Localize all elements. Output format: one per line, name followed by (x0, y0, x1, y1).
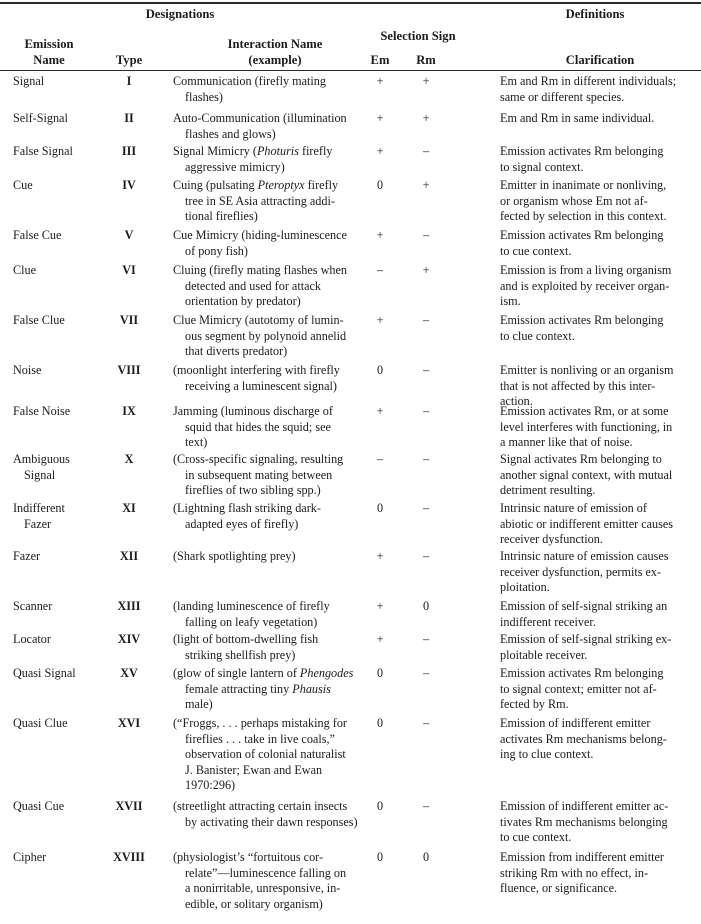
rm-sign-cell: – (422, 666, 430, 680)
cell-line: another signal context, with mutual (500, 467, 673, 482)
cell-line: fireflies . . . take in live coals,” (185, 731, 335, 746)
cell-line: J. Banister; Ewan and Ewan (185, 762, 323, 777)
type-cell: XVIII (113, 850, 145, 864)
em-sign-cell: + (376, 144, 384, 158)
cell-line: (streetlight attracting certain insects (173, 799, 348, 813)
cell-line: Cipher (13, 850, 47, 864)
cell-line: Jamming (luminous discharge of (173, 404, 333, 418)
cell-line: a manner like that of noise. (500, 435, 633, 450)
emission-name-cell (13, 111, 113, 127)
clarification-cell (500, 501, 700, 548)
em-sign-cell: 0 (376, 178, 384, 192)
cell-line: ploitation. (500, 580, 550, 595)
rm-sign-cell: 0 (422, 850, 430, 864)
cell-line: Ambiguous (13, 452, 70, 466)
em-sign-cell: + (376, 549, 384, 563)
cell-line: Emission activates Rm belonging (500, 144, 664, 158)
header-selection-sign: Selection Sign (380, 29, 456, 43)
cell-line: False Noise (13, 404, 71, 418)
cell-line: tree in SE Asia attracting addi- (185, 193, 335, 208)
cell-line: or organism whose Em not af- (500, 193, 648, 208)
clarification-cell (500, 263, 700, 310)
rm-sign-cell: – (422, 716, 430, 730)
emission-name-cell (13, 363, 113, 379)
interaction-cell (173, 549, 363, 565)
emission-name-cell (13, 178, 113, 194)
interaction-cell (173, 363, 363, 394)
cell-line: (glow of single lantern of Phengodes (173, 666, 354, 680)
cell-line: (Lightning flash striking dark- (173, 501, 321, 515)
em-sign-cell: + (376, 599, 384, 613)
cell-line: ism. (500, 294, 521, 309)
interaction-cell (173, 263, 363, 310)
cell-line: Emission is from a living organism (500, 263, 672, 277)
rm-sign-cell: – (422, 452, 430, 466)
cell-line: receiver dysfunction. (500, 532, 603, 547)
header-interaction-line2: (example) (248, 53, 302, 67)
cell-line: that diverts predator) (185, 344, 288, 359)
type-cell: XVII (115, 799, 143, 813)
cell-line: False Clue (13, 313, 65, 327)
italic-taxon: Phengodes (299, 666, 354, 680)
header-interaction-line1: Interaction Name (227, 37, 323, 51)
cell-line: Signal Mimicry (Photuris firefly (173, 144, 333, 158)
cell-line: (landing luminescence of firefly (173, 599, 330, 613)
emission-name-cell (13, 799, 113, 815)
cell-line: (“Froggs, . . . perhaps mistaking for (173, 716, 347, 730)
cell-line: flashes) (185, 89, 223, 104)
clarification-cell (500, 716, 700, 763)
italic-taxon: Phausis (292, 681, 331, 696)
em-sign-cell: + (376, 228, 384, 242)
cell-line: to clue context. (500, 328, 575, 343)
type-cell: I (126, 74, 132, 88)
interaction-cell (173, 228, 363, 259)
rm-sign-cell: + (422, 178, 430, 192)
type-cell: XVI (117, 716, 141, 730)
clarification-cell (500, 144, 700, 175)
cell-line: Cluing (firefly mating flashes when (173, 263, 347, 277)
cell-line: fireflies of two sibling spp.) (185, 483, 321, 498)
cell-line: adapted eyes of firefly) (185, 516, 299, 531)
clarification-cell (500, 599, 700, 630)
cell-line: abiotic or indifferent emitter causes (500, 516, 674, 531)
header-designations: Designations (145, 7, 215, 21)
cell-line: level interferes with functioning, in (500, 419, 673, 434)
cell-line: action. (500, 394, 533, 409)
header-emission-name-line2: Name (33, 53, 65, 67)
rm-sign-cell: + (422, 263, 430, 277)
rm-sign-cell: – (422, 632, 430, 646)
cell-line: a nonirritable, unresponsive, in- (185, 881, 341, 896)
cell-line: tivates Rm mechanisms belonging (500, 814, 668, 829)
em-sign-cell: 0 (376, 799, 384, 813)
cell-line: Signal (24, 467, 56, 482)
em-sign-cell: 0 (376, 666, 384, 680)
type-cell: VI (122, 263, 136, 277)
cell-line: to signal context; emitter not af- (500, 681, 657, 696)
rm-sign-cell: – (422, 228, 430, 242)
cell-line: Emission from indifferent emitter (500, 850, 664, 864)
cell-line: Emission activates Rm, or at some (500, 404, 669, 418)
header-definitions: Definitions (565, 7, 625, 21)
em-sign-cell: + (376, 74, 384, 88)
interaction-cell (173, 799, 363, 830)
cell-line: 1970:296) (185, 778, 236, 793)
type-cell: IX (122, 404, 136, 418)
cell-line: same or different species. (500, 89, 625, 104)
cell-line: Signal (13, 74, 45, 88)
rm-sign-cell: – (422, 404, 430, 418)
clarification-cell (500, 666, 700, 713)
interaction-cell (173, 404, 363, 451)
clarification-cell (500, 850, 700, 897)
cell-line: male) (185, 697, 213, 712)
cell-line: (physiologist’s “fortuitous cor- (173, 850, 324, 864)
cell-line: to cue context. (500, 830, 572, 845)
emission-name-cell (13, 263, 113, 279)
clarification-cell (500, 632, 700, 663)
cell-line: observation of colonial naturalist (185, 747, 346, 762)
interaction-cell (173, 850, 363, 912)
type-cell: VII (119, 313, 139, 327)
cell-line: falling on leafy vegetation) (185, 614, 318, 629)
cell-line: (light of bottom-dwelling fish (173, 632, 319, 646)
clarification-cell (500, 74, 700, 105)
cell-line: tional fireflies) (185, 209, 258, 224)
cell-line: Clue Mimicry (autotomy of lumin- (173, 313, 344, 327)
header-bottom-rule (0, 70, 701, 71)
clarification-cell (500, 799, 700, 846)
cell-line: Emitter in inanimate or nonliving, (500, 178, 667, 192)
clarification-cell (500, 404, 700, 451)
rm-sign-cell: – (422, 363, 430, 377)
cell-line: female attracting tiny Phausis (185, 681, 331, 696)
cell-line: Emission activates Rm belonging (500, 313, 664, 327)
header-clarification: Clarification (565, 53, 635, 67)
cell-line: Cue Mimicry (hiding-luminescence (173, 228, 347, 242)
cell-line: squid that hides the squid; see (185, 419, 331, 434)
em-sign-cell: + (376, 404, 384, 418)
cell-line: (moonlight interfering with firefly (173, 363, 340, 377)
rm-sign-cell: + (422, 74, 430, 88)
type-cell: IV (122, 178, 136, 192)
cell-line: striking Rm with no effect, in- (500, 865, 649, 880)
cell-line: Cue (13, 178, 33, 192)
clarification-cell (500, 549, 700, 596)
emission-name-cell (13, 666, 113, 682)
em-sign-cell: 0 (376, 363, 384, 377)
type-cell: XI (122, 501, 136, 515)
emission-name-cell (13, 144, 113, 160)
cell-line: Fazer (13, 549, 41, 563)
rm-sign-cell: 0 (422, 599, 430, 613)
interaction-cell (173, 716, 363, 794)
clarification-cell (500, 178, 700, 225)
header-type: Type (115, 53, 143, 67)
type-cell: XIII (117, 599, 141, 613)
cell-line: Emission activates Rm belonging (500, 228, 664, 242)
cell-line: and is exploited by receiver organ- (500, 278, 670, 293)
cell-line: Scanner (13, 599, 53, 613)
cell-line: Quasi Signal (13, 666, 76, 680)
rm-sign-cell: + (422, 111, 430, 125)
emission-name-cell (13, 452, 113, 483)
clarification-cell (500, 452, 700, 499)
header-emission-name (4, 36, 94, 68)
cell-line: text) (185, 435, 208, 450)
em-sign-cell: 0 (376, 850, 384, 864)
type-cell: X (124, 452, 134, 466)
cell-line: Quasi Clue (13, 716, 68, 730)
type-cell: XIV (117, 632, 141, 646)
interaction-cell (173, 666, 363, 713)
em-sign-cell: 0 (376, 716, 384, 730)
cell-line: Intrinsic nature of emission of (500, 501, 647, 515)
emission-name-cell (13, 313, 113, 329)
italic-taxon: Pteroptyx (257, 178, 305, 192)
cell-line: (Shark spotlighting prey) (173, 549, 296, 563)
rm-sign-cell: – (422, 144, 430, 158)
cell-line: aggressive mimicry) (185, 159, 285, 174)
cell-line: Emission of self-signal striking an (500, 599, 668, 613)
interaction-cell (173, 599, 363, 630)
table-top-rule (0, 2, 701, 4)
emission-name-cell (13, 501, 113, 532)
interaction-cell (173, 452, 363, 499)
cell-line: detriment resulting. (500, 483, 596, 498)
cell-line: Clue (13, 263, 37, 277)
cell-line: Quasi Cue (13, 799, 65, 813)
interaction-cell (173, 178, 363, 225)
emission-name-cell (13, 74, 113, 90)
header-interaction-name (195, 36, 355, 68)
cell-line: in subsequent mating between (185, 467, 333, 482)
cell-line: Fazer (24, 516, 52, 531)
header-emission-name-line1: Emission (24, 37, 74, 51)
cell-line: fected by Rm. (500, 697, 569, 712)
cell-line: Signal activates Rm belonging to (500, 452, 662, 466)
cell-line: flashes and glows) (185, 126, 276, 141)
type-cell: VIII (117, 363, 141, 377)
clarification-cell (500, 313, 700, 344)
cell-line: of pony fish) (185, 243, 248, 258)
cell-line: Emission activates Rm belonging (500, 666, 664, 680)
cell-line: Self-Signal (13, 111, 68, 125)
cell-line: Emission of self-signal striking ex- (500, 632, 672, 646)
cell-line: by activating their dawn responses) (185, 814, 358, 829)
cell-line: Em and Rm in different individuals; (500, 74, 677, 88)
cell-line: Auto-Communication (illumination (173, 111, 347, 125)
em-sign-cell: – (376, 263, 384, 277)
type-cell: III (121, 144, 137, 158)
cell-line: Noise (13, 363, 42, 377)
interaction-cell (173, 313, 363, 360)
cell-line: Emission of indifferent emitter ac- (500, 799, 669, 813)
emission-name-cell (13, 716, 113, 732)
type-cell: XV (120, 666, 138, 680)
cell-line: Emission of indifferent emitter (500, 716, 651, 730)
cell-line: striking shellfish prey) (185, 647, 296, 662)
cell-line: detected and used for attack (185, 278, 322, 293)
cell-line: Cuing (pulsating Pteroptyx firefly (173, 178, 339, 192)
emission-name-cell (13, 228, 113, 244)
em-sign-cell: + (376, 632, 384, 646)
cell-line: to cue context. (500, 243, 572, 258)
type-cell: II (124, 111, 134, 125)
emission-name-cell (13, 632, 113, 648)
cell-line: ing to clue context. (500, 747, 594, 762)
italic-taxon: Photuris (256, 144, 299, 158)
clarification-cell (500, 363, 700, 410)
cell-line: activates Rm mechanisms belong- (500, 731, 667, 746)
cell-line: False Cue (13, 228, 62, 242)
em-sign-cell: – (376, 452, 384, 466)
rm-sign-cell: – (422, 313, 430, 327)
cell-line: orientation by predator) (185, 294, 301, 309)
cell-line: ous segment by polynoid annelid (185, 328, 347, 343)
cell-line: fluence, or significance. (500, 881, 618, 896)
cell-line: receiver dysfunction, permits ex- (500, 564, 662, 579)
emission-name-cell (13, 549, 113, 565)
rm-sign-cell: – (422, 549, 430, 563)
cell-line: False Signal (13, 144, 73, 158)
cell-line: receiving a luminescent signal) (185, 378, 337, 393)
cell-line: Indifferent (13, 501, 65, 515)
type-cell: V (124, 228, 134, 242)
interaction-cell (173, 632, 363, 663)
emission-name-cell (13, 404, 113, 420)
cell-line: ploitable receiver. (500, 647, 588, 662)
rm-sign-cell: – (422, 501, 430, 515)
cell-line: Intrinsic nature of emission causes (500, 549, 669, 563)
em-sign-cell: 0 (376, 501, 384, 515)
cell-line: Emitter is nonliving or an organism (500, 363, 674, 377)
rm-sign-cell: – (422, 799, 430, 813)
cell-line: Em and Rm in same individual. (500, 111, 655, 125)
clarification-cell (500, 111, 700, 127)
interaction-cell (173, 111, 363, 142)
header-rm: Rm (416, 53, 436, 67)
interaction-cell (173, 501, 363, 532)
clarification-cell (500, 228, 700, 259)
cell-line: (Cross-specific signaling, resulting (173, 452, 344, 466)
interaction-cell (173, 74, 363, 105)
header-em: Em (370, 53, 390, 67)
cell-line: that is not affected by this inter- (500, 378, 656, 393)
emission-name-cell (13, 599, 113, 615)
cell-line: fected by selection in this context. (500, 209, 667, 224)
cell-line: edible, or solitary organism) (185, 896, 323, 911)
emission-name-cell (13, 850, 113, 866)
cell-line: Locator (13, 632, 51, 646)
cell-line: Communication (firefly mating (173, 74, 326, 88)
em-sign-cell: + (376, 111, 384, 125)
cell-line: to signal context. (500, 159, 584, 174)
em-sign-cell: + (376, 313, 384, 327)
cell-line: indifferent receiver. (500, 614, 596, 629)
interaction-cell (173, 144, 363, 175)
type-cell: XII (119, 549, 139, 563)
cell-line: relate”—luminescence falling on (185, 865, 347, 880)
